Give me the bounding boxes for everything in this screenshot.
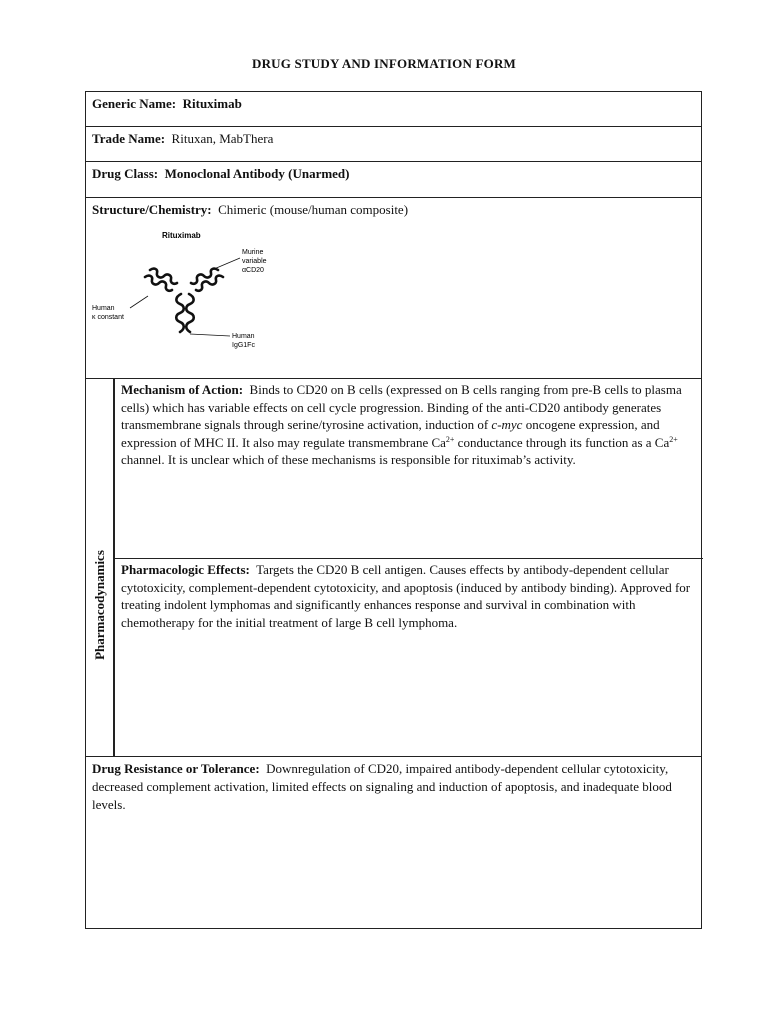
resistance-text: Downregulation of CD20, impaired antibody-dependent cellular cytotoxicity, decreased complement activation, limited effects on signaling and induction of apoptosis, and inadequate blood levels. (92, 761, 672, 812)
trade-name-value: Rituxan, MabThera (171, 131, 274, 146)
mechanism-sup-2: 2+ (669, 434, 678, 444)
pharmacodynamics-label: Pharmacodynamics (92, 550, 107, 660)
structure-value: Chimeric (mouse/human composite) (218, 202, 409, 217)
mechanism-of-action-cell (115, 379, 703, 559)
mechanism-text-2: oncogene expression, and expression of MHC II. It also may regulate transmembrane Ca (121, 417, 660, 450)
label-kappa-1: Human (92, 305, 115, 312)
label-murine-3: αCD20 (242, 267, 264, 274)
mechanism-italic: c-myc (491, 417, 523, 432)
label-murine-2: variable (242, 258, 267, 265)
mechanism-text-3: conductance through its function as a Ca (454, 434, 670, 450)
resistance-label: Drug Resistance or Tolerance: (92, 761, 260, 776)
pharmacodynamics-sidebar (86, 379, 115, 756)
antibody-icon (145, 269, 223, 332)
generic-name-value: Rituximab (182, 96, 242, 111)
form-title: DRUG STUDY AND INFORMATION FORM (251, 56, 517, 71)
pharmacologic-effects-cell (115, 559, 703, 756)
effects-text: Targets the CD20 B cell antigen. Causes effects by antibody-dependent cellular cytotoxicity, complement-dependent cytotoxicity, and apoptosis (induced by antibody binding). Approved for treating indolent lymphomas and significantly enhances response and survival in combination with chemotherapy for the initial treatment of large B cell lymphoma. (121, 562, 691, 630)
structure-label: Structure/Chemistry: (92, 202, 212, 217)
mechanism-text-4: channel. It is unclear which of these mechanisms is responsible for rituximab’s activity. (121, 452, 576, 467)
label-murine-1: Murine (242, 249, 264, 256)
trade-name-label: Trade Name: (92, 131, 166, 146)
drug-resistance-row (86, 756, 701, 929)
diagram-title: Rituximab (162, 231, 201, 240)
effects-label: Pharmacologic Effects: (121, 562, 250, 577)
trade-name-row (86, 127, 701, 162)
label-kappa-2: κ constant (92, 314, 124, 321)
mechanism-label: Mechanism of Action: (121, 382, 244, 397)
structure-row (86, 198, 701, 379)
rituximab-structure-diagram (90, 224, 290, 354)
generic-name-label: Generic Name: (92, 96, 177, 111)
drug-class-label: Drug Class: (92, 166, 159, 181)
generic-name-row (86, 92, 701, 127)
drug-class-row (86, 162, 701, 198)
mechanism-sup-1: 2+ (445, 434, 455, 444)
label-igg-2: IgG1Fc (232, 342, 255, 349)
label-igg-1: Human (232, 333, 255, 340)
mechanism-text-1: Binds to CD20 on B cells (expressed on B cells ranging from pre-B cells to plasma cells) which has variable effects on cell cycle progression. Binding of the anti-CD20 antibody generates transmembrane signals through serine/tyrosine activation, induction of (121, 382, 682, 432)
drug-form (85, 91, 702, 929)
drug-class-value: Monoclonal Antibody (Unarmed) (164, 166, 350, 181)
